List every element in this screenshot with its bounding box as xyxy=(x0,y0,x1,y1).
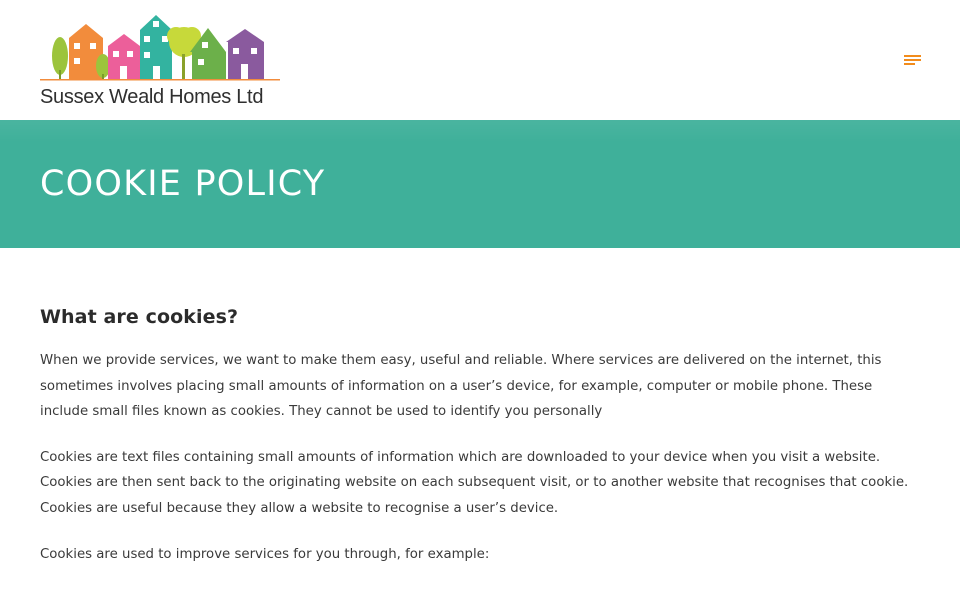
paragraph: Cookies are used to improve services for you through, for example: xyxy=(40,546,490,562)
paragraph: When we provide services, we want to make them easy, useful and reliable. Where services are delivered on the internet, this sometimes involves placing small amounts of information on a user’s device, for example, computer or mobile phone. These include small files known as cookies. They cannot be used to identify you personally xyxy=(40,353,882,420)
menu-button[interactable] xyxy=(902,52,924,68)
hamburger-menu-icon-line xyxy=(904,63,915,65)
hamburger-menu-icon xyxy=(904,55,921,57)
site-header xyxy=(0,0,960,120)
paragraph: Cookies are text files containing small amounts of information which are downloaded to your device when you visit a website. Cookies are then sent back to the originating website on each subsequent visit, or to another website that recognises that cookie. Cookies are useful because they allow a website to recognise a user’s device. xyxy=(40,449,909,516)
hamburger-menu-icon-line xyxy=(904,59,921,61)
page-title: COOKIE POLICY xyxy=(40,164,326,204)
main-content xyxy=(0,248,960,567)
logo-text: Sussex Weald Homes Ltd xyxy=(40,86,264,108)
site-logo-link[interactable] xyxy=(40,12,280,108)
houses-logo-graphic xyxy=(40,12,280,82)
page-hero-banner xyxy=(0,120,960,248)
section-heading: What are cookies? xyxy=(40,306,239,328)
